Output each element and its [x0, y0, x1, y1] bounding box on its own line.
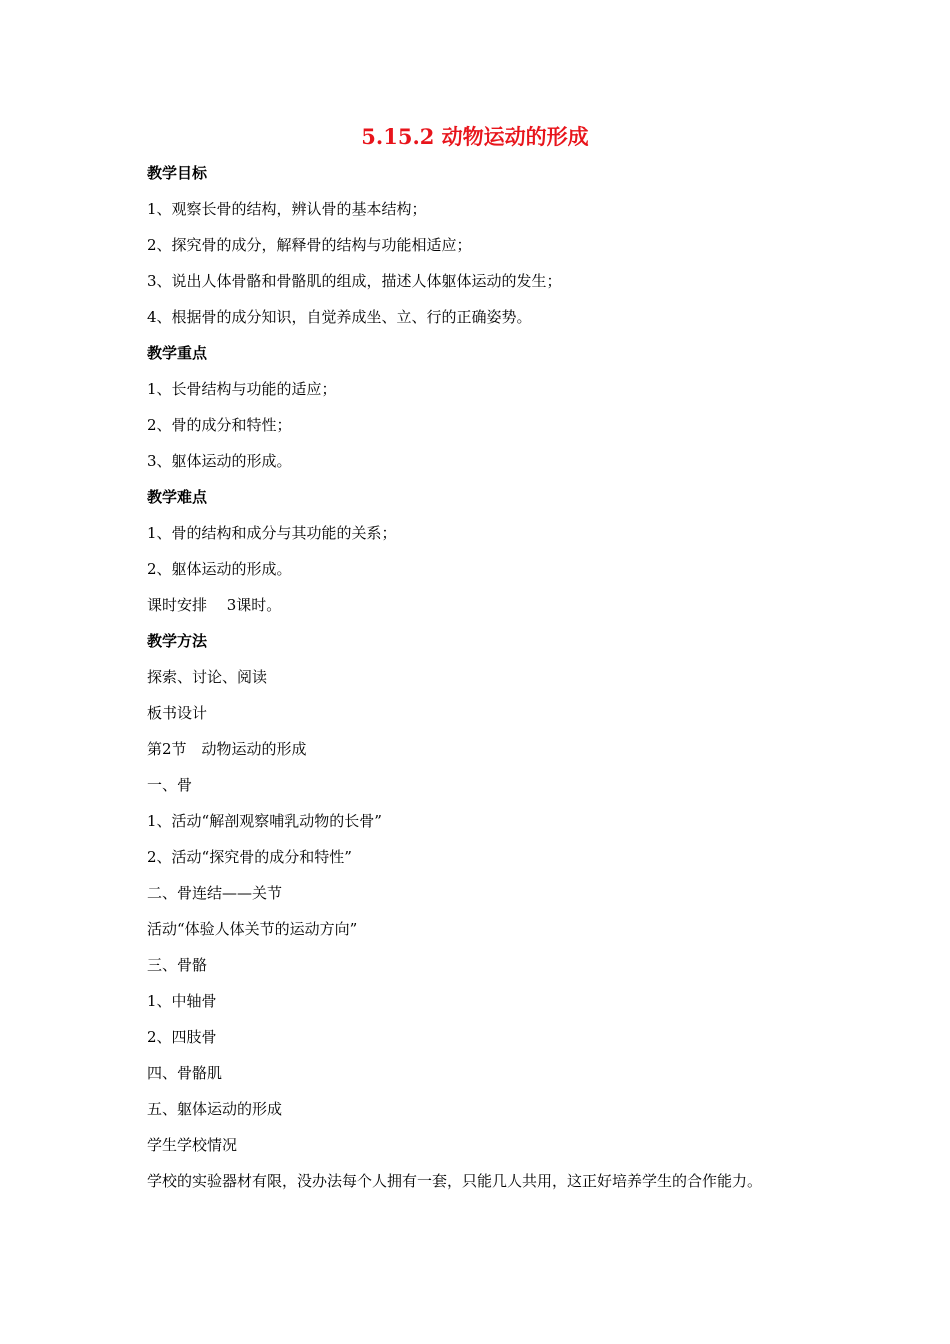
body-line: 1、骨的结构和成分与其功能的关系； — [147, 524, 397, 542]
body-line: 2、活动“探究骨的成分和特性” — [147, 848, 352, 866]
body-line: 二、骨连结——关节 — [147, 884, 283, 902]
body-line: 3、说出人体骨骼和骨骼肌的组成，描述人体躯体运动的发生； — [147, 272, 562, 290]
body-line: 2、四肢骨 — [147, 1028, 217, 1046]
body-line: 1、中轴骨 — [147, 992, 217, 1010]
body-line: 四、骨骼肌 — [147, 1064, 223, 1082]
body-line: 五、躯体运动的形成 — [147, 1100, 283, 1118]
body-line: 3、躯体运动的形成。 — [147, 452, 292, 470]
body-line: 学校的实验器材有限，没办法每个人拥有一套，只能几人共用，这正好培养学生的合作能力。 — [147, 1172, 763, 1190]
body-line: 第2节 动物运动的形成 — [147, 740, 307, 758]
document-title: 5.15.2 动物运动的形成 — [361, 124, 589, 149]
section-heading: 教学难点 — [147, 488, 208, 506]
body-line: 板书设计 — [147, 704, 208, 722]
body-line: 探索、讨论、阅读 — [147, 668, 268, 686]
section-heading: 教学方法 — [147, 632, 208, 650]
body-line: 三、骨骼 — [147, 956, 208, 974]
body-line: 学生学校情况 — [147, 1136, 238, 1154]
body-line: 2、骨的成分和特性； — [147, 416, 292, 434]
body-line: 活动“体验人体关节的运动方向” — [147, 920, 358, 938]
section-heading: 教学重点 — [147, 344, 208, 362]
body-line: 1、长骨结构与功能的适应； — [147, 380, 337, 398]
body-line: 1、观察长骨的结构，辨认骨的基本结构； — [147, 200, 427, 218]
body-line: 2、探究骨的成分，解释骨的结构与功能相适应； — [147, 236, 472, 254]
body-line: 1、活动“解剖观察哺乳动物的长骨” — [147, 812, 382, 830]
body-line: 一、骨 — [147, 776, 193, 794]
body-line: 4、根据骨的成分知识，自觉养成坐、立、行的正确姿势。 — [147, 308, 532, 326]
body-line: 课时安排 3课时。 — [147, 596, 282, 614]
body-line: 2、躯体运动的形成。 — [147, 560, 292, 578]
section-heading: 教学目标 — [147, 164, 208, 182]
